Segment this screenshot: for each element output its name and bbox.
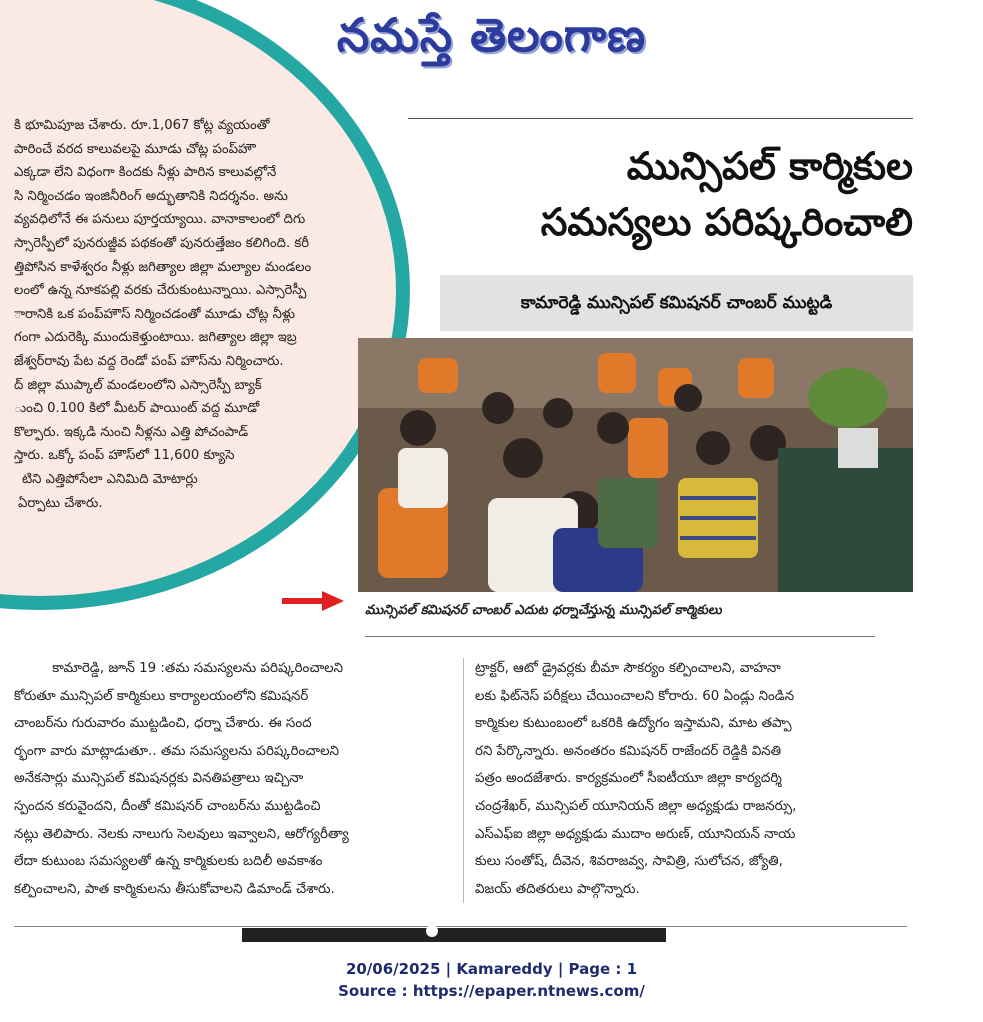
sidebar-line: ఎక్కడా లేని విధంగా కిందకు నీళ్లు పారిన కాలువల్లోనే: [14, 165, 277, 181]
sidebar-line: టిని ఎత్తిపోసేలా ఎనిమిది మోటార్లు: [22, 471, 198, 487]
body-line: స్పందన కరువైందని, దీంతో కమిషనర్ చాంబర్‌ను ముట్టడించి: [14, 798, 321, 814]
body-line: చంద్రశేఖర్, మున్సిపల్ యూనియన్ జిల్లా అధ్యక్షుడు రాజనర్సు,: [475, 798, 797, 814]
sidebar-circle-box: [0, 0, 410, 610]
sidebar-line: కి భూమిపూజ చేశారు. రూ.1,067 కోట్ల వ్యయంతో: [14, 118, 270, 133]
body-line: పత్రం అందజేశారు. కార్యక్రమంలో సీఐటీయూ జిల్లా కార్యదర్శి: [475, 771, 782, 787]
body-line: రని పేర్కొన్నారు. అనంతరం కమిషనర్ రాజేందర్ రెడ్డికి వినతి: [475, 743, 782, 759]
newspaper-logo: నమస్తే తెలంగాణ: [336, 8, 647, 62]
divider: [365, 636, 875, 637]
body-line: లకు ఫిట్‌నెస్ పరీక్షలు చేయించాలని కోరారు. 60 ఏండ్లు నిండిన: [475, 688, 795, 704]
body-line: ర్భంగా వారు మాట్లాడుతూ.. తమ సమస్యలను పరిష్కరించాలని: [14, 743, 339, 759]
protest-photo-illustration: [358, 338, 913, 592]
body-line: లేదా కుటుంబ సమస్యలతో ఉన్న కార్మికులకు బదిలీ అవకాశం: [14, 854, 323, 870]
article-body-right: [475, 655, 915, 903]
arrow-right-icon: [282, 590, 344, 612]
body-line: ట్రాక్టర్, ఆటో డ్రైవర్లకు బీమా సౌకర్యం కల్పించాలని, వాహనా: [475, 661, 781, 676]
body-line: కల్పించాలని, పాత కార్మికులను తీసుకోవాలని డిమాండ్ చేశారు.: [14, 881, 335, 897]
article-photo: [358, 338, 913, 592]
sidebar-line: స్తారు. ఒక్కో పంప్ హౌస్‌లో 11,600 క్యూసె: [14, 448, 235, 464]
sidebar-text: [14, 114, 410, 515]
divider: [408, 118, 913, 119]
headline-line: సమస్యలు పరిష్కరించాలి: [540, 200, 913, 244]
sidebar-line: కొల్పారు. ఇక్కడి నుంచి నీళ్లను ఎత్తి పోచంపాడ్: [14, 424, 249, 440]
body-line: కామారెడ్డి, జూన్ 19 :తమ సమస్యలను పరిష్కరించాలని: [14, 661, 344, 676]
body-line: కోరుతూ మున్సిపల్ కార్మికులు కార్యాలయంలోని కమిషనర్: [14, 688, 309, 704]
photo-caption: మున్సిపల్ కమిషనర్ చాంబర్ ఎదుట ధర్నాచేస్తున్న మున్సిపల్ కార్మికులు: [365, 603, 722, 618]
sidebar-line: జేశ్వర్‌రావు పేట వద్ద రెండో పంప్ హౌస్‌ను నిర్మించారు.: [14, 353, 284, 369]
article-headline: [430, 138, 913, 250]
sidebar-line: ారానికి ఒక పంప్‌హౌస్ నిర్మించడంతో మూడు చోట్ల నీళ్లు: [14, 306, 295, 322]
article-body-left: [14, 655, 452, 903]
sidebar-line: వ్యవధిలోనే ఈ పనులు పూర్తయ్యాయి. వానాకాలంలో దిగు: [14, 212, 306, 228]
body-line: కార్మికుల కుటుంబంలో ఒకరికి ఉద్యోగం ఇస్తామని, మాట తప్పా: [475, 716, 792, 732]
sidebar-line: లంలో ఉన్న నూకపల్లి వరకు చేరుకుంటున్నాయి. ఎస్సారెస్పీ: [14, 283, 307, 299]
sidebar-line: త్తిపోసిన కాళేశ్వరం నీళ్లు జగిత్యాల జిల్లా మల్యాల మండలం: [14, 259, 312, 275]
page-bar: [242, 928, 666, 942]
edition-info: 20/06/2025 | Kamareddy | Page : 1: [345, 960, 638, 978]
body-line: విజయ్ తదితరులు పాల్గొన్నారు.: [475, 881, 640, 897]
source-link[interactable]: Source : https://epaper.ntnews.com/: [338, 982, 645, 1000]
sidebar-line: పారించే వరద కాలువలపై మూడు చోట్ల పంప్‌హౌ: [14, 141, 256, 157]
sidebar-line: స్సారెస్పీలో పునరుజ్జీవ పథకంతో పునరుత్తేజం కలిగింది. కరీ: [14, 235, 310, 251]
sidebar-line: ఏర్పాటు చేశారు.: [18, 495, 103, 511]
page-footer: [0, 958, 983, 1002]
body-line: చాంబర్‌ను గురువారం ముట్టడించి, ధర్నా చేశారు. ఈ సంద: [14, 716, 312, 732]
sidebar-line: గంగా ఎదురెక్కి ముందుకెళ్తుంటాయి. జగిత్యాల జిల్లా ఇబ్ర: [14, 330, 297, 346]
article-subheadline: కామారెడ్డి మున్సిపల్ కమిషనర్ చాంబర్ ముట్టడి: [440, 275, 913, 331]
body-line: అనేకసార్లు మున్సిపల్ కమిషనర్లకు వినతిపత్రాలు ఇచ్చినా: [14, 771, 304, 787]
sidebar-line: సి నిర్మించడం ఇంజినీరింగ్ అద్భుతానికి నిదర్శనం. అను: [14, 188, 288, 204]
headline-line: మున్సిపల్ కార్మికుల: [626, 144, 913, 188]
body-line: కులు సంతోష్, దీవెన, శివరాజవ్వ, సావిత్రి, సులోచన, జ్యోతి,: [475, 854, 783, 870]
sidebar-line: ద్ జిల్లా ముప్కాల్ మండలంలోని ఎస్సారెస్పీ బ్యాక్: [14, 377, 262, 393]
column-divider: [463, 658, 464, 903]
divider: [14, 926, 907, 927]
sidebar-line: ుంచి 0.100 కిలో మీటర్ పాయింట్ వద్ద మూడో: [14, 401, 260, 417]
body-line: ఎస్‌ఎఫ్ఐ జిల్లా అధ్యక్షుడు ముదాం అరుణ్, యూనియన్ నాయ: [475, 826, 796, 842]
body-line: నట్లు తెలిపారు. నెలకు నాలుగు సెలవులు ఇవ్వాలని, ఆరోగ్యరీత్యా: [14, 826, 349, 842]
